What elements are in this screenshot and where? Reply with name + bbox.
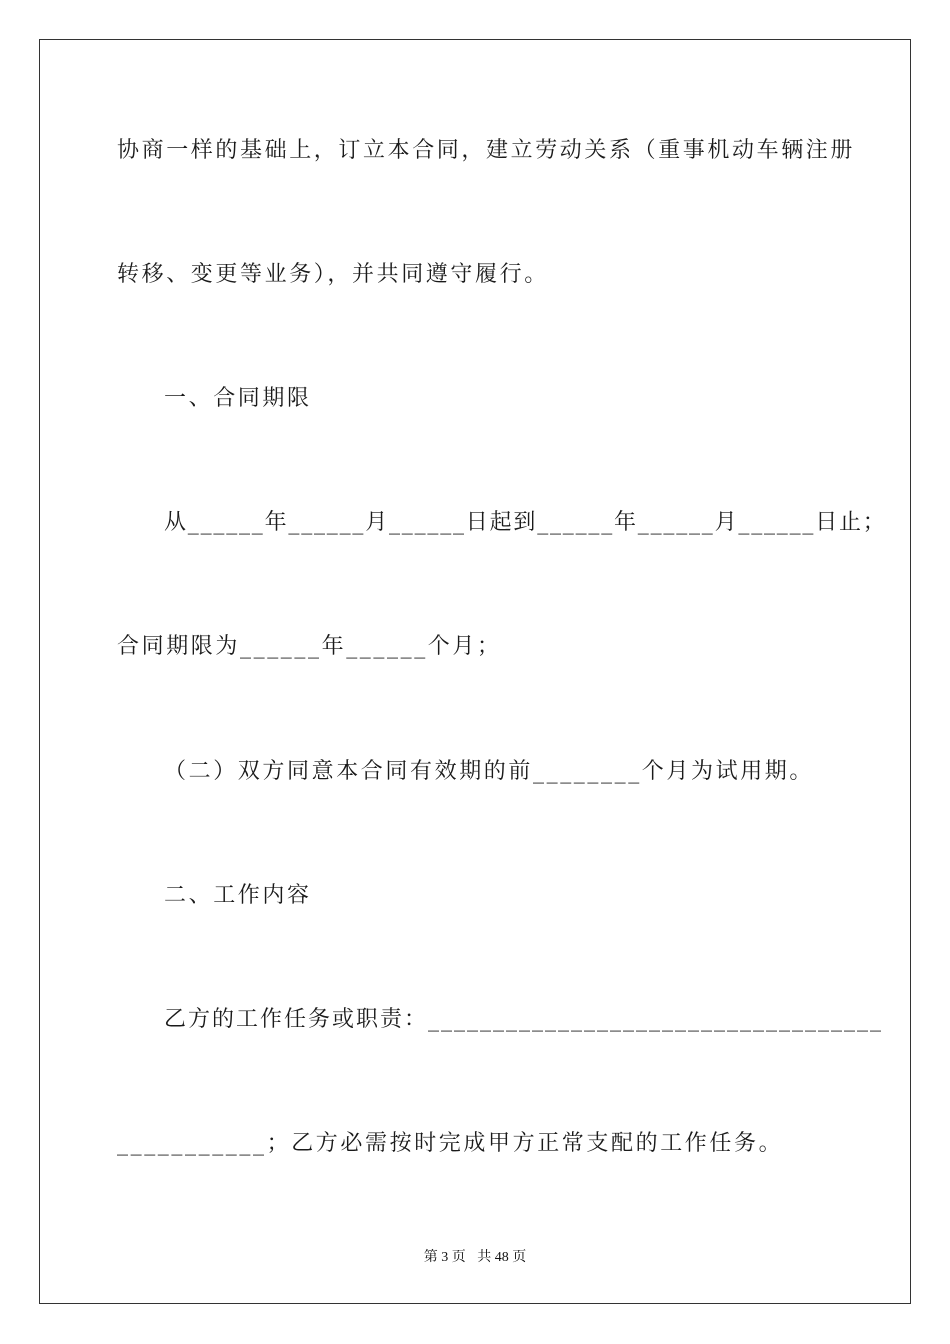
paragraph-line: （二）双方同意本合同有效期的前________个月为试用期。 [164, 759, 815, 784]
section-heading: 一、合同期限 [164, 386, 312, 411]
page-border [39, 39, 911, 1304]
section-heading: 二、工作内容 [164, 883, 312, 908]
paragraph-line: 协商一样的基础上，订立本合同，建立劳动关系（重事机动车辆注册 [117, 138, 856, 163]
page-number: 第 3 页 [423, 1250, 466, 1265]
paragraph-line: ___________；乙方必需按时完成甲方正常支配的工作任务。 [117, 1131, 784, 1156]
page-total: 共 48 页 [477, 1250, 527, 1265]
page-footer [0, 1246, 950, 1266]
paragraph-line: 乙方的工作任务或职责：___________________________________ [164, 1007, 884, 1032]
paragraph-line: 从______年______月______日起到______年______月______日止； [164, 510, 887, 535]
paragraph-line: 合同期限为______年______个月； [117, 634, 502, 659]
paragraph-line: 转移、变更等业务），并共同遵守履行。 [117, 262, 549, 287]
